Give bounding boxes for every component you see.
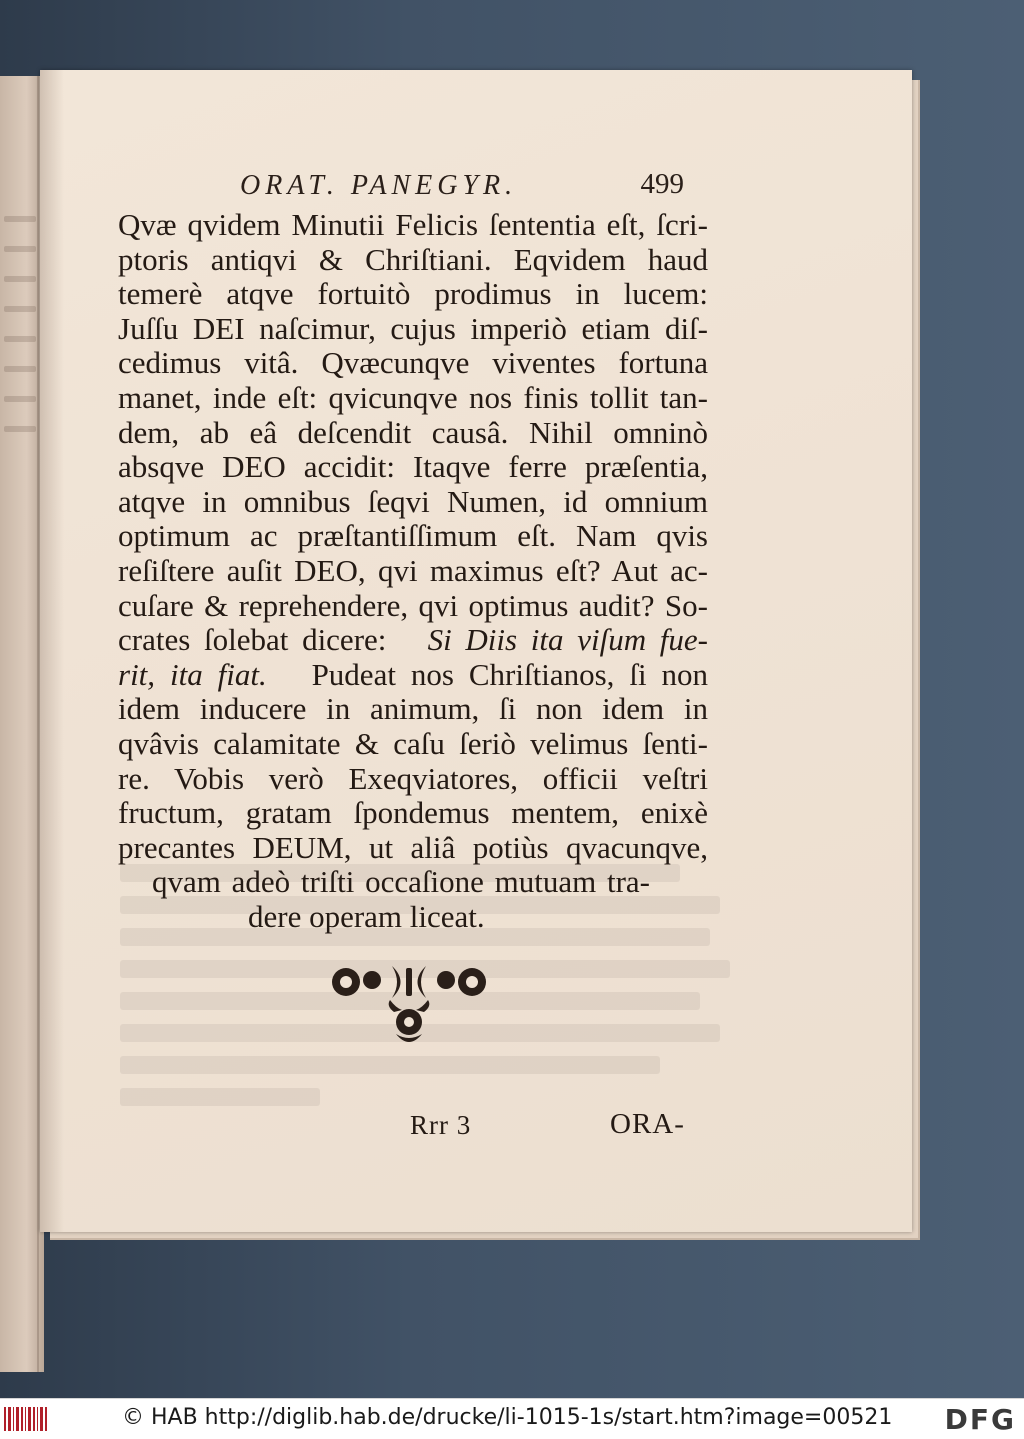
- text-line: dere operam liceat.: [248, 898, 485, 934]
- text-line: Qvæ qvidem Minutii Felicis ſententia eſt, ſcri-: [118, 207, 708, 242]
- text-line: [118, 658, 708, 693]
- text-line: ptoris antiqvi & Chriſtiani. Eqvidem haud: [118, 241, 708, 277]
- running-head: ORAT. PANEGYR.: [240, 170, 518, 201]
- text-line: atqve in omnibus ſeqvi Numen, id omnium: [118, 483, 708, 519]
- text-line: reſiſtere auſit DEO, qvi maximus eſt? Aut ac-: [118, 552, 708, 588]
- printers-ornament-icon: [324, 960, 494, 1052]
- book-page: [40, 70, 912, 1232]
- text-line: re. Vobis verò Exeqviatores, officii veſtri: [118, 760, 708, 796]
- text-line: cedimus vitâ. Qvæcunqve viventes fortuna: [118, 345, 708, 381]
- italic-quote: Si Diis ita viſum fue-: [427, 622, 709, 658]
- signature-mark: Rrr 3: [410, 1110, 472, 1140]
- viewer-footer: [0, 1398, 1024, 1439]
- italic-quote: rit, ita fiat.: [118, 656, 267, 692]
- previous-page-edge: [0, 76, 44, 1372]
- text-line: cuſare & reprehendere, qvi optimus audit? So-: [118, 587, 708, 623]
- body-text: [118, 208, 708, 934]
- barcode-icon: [4, 1405, 48, 1433]
- text-line: [118, 623, 708, 658]
- catchword: ORA-: [610, 1108, 685, 1140]
- text-line: fructum, gratam ſpondemus mentem, enixè: [118, 795, 708, 831]
- text-segment: crates ſolebat dicere:: [118, 622, 387, 658]
- text-line: qvâvis calamitate & caſu ſeriò velimus ſenti-: [118, 725, 708, 761]
- text-line: optimum ac præſtantiſſimum eſt. Nam qvis: [118, 518, 708, 554]
- text-line: temerè atqve fortuitò prodimus in lucem:: [118, 276, 708, 312]
- text-segment: Pudeat nos Chriſtianos, ſi non: [311, 656, 709, 692]
- text-line: qvam adeò triſti occaſione mutuam tra-: [152, 864, 650, 900]
- dfg-logo: DFG: [944, 1403, 1016, 1436]
- text-line: precantes DEUM, ut aliâ potiùs qvacunqve,: [118, 829, 708, 865]
- text-line: absqve DEO accidit: Itaqve ferre præſentia,: [118, 449, 708, 485]
- text-line: manet, inde eſt: qvicunqve nos finis tollit tan-: [118, 379, 708, 415]
- text-line: dem, ab eâ deſcendit causâ. Nihil omninò: [118, 414, 708, 450]
- text-line: Juſſu DEI naſcimur, cujus imperiò etiam diſ-: [118, 310, 708, 346]
- copyright-url[interactable]: © HAB http://diglib.hab.de/drucke/li-1015-1s/start.htm?image=00521: [122, 1405, 893, 1430]
- text-line: idem inducere in animum, ſi non idem in: [118, 691, 708, 727]
- page-number: 499: [640, 168, 684, 200]
